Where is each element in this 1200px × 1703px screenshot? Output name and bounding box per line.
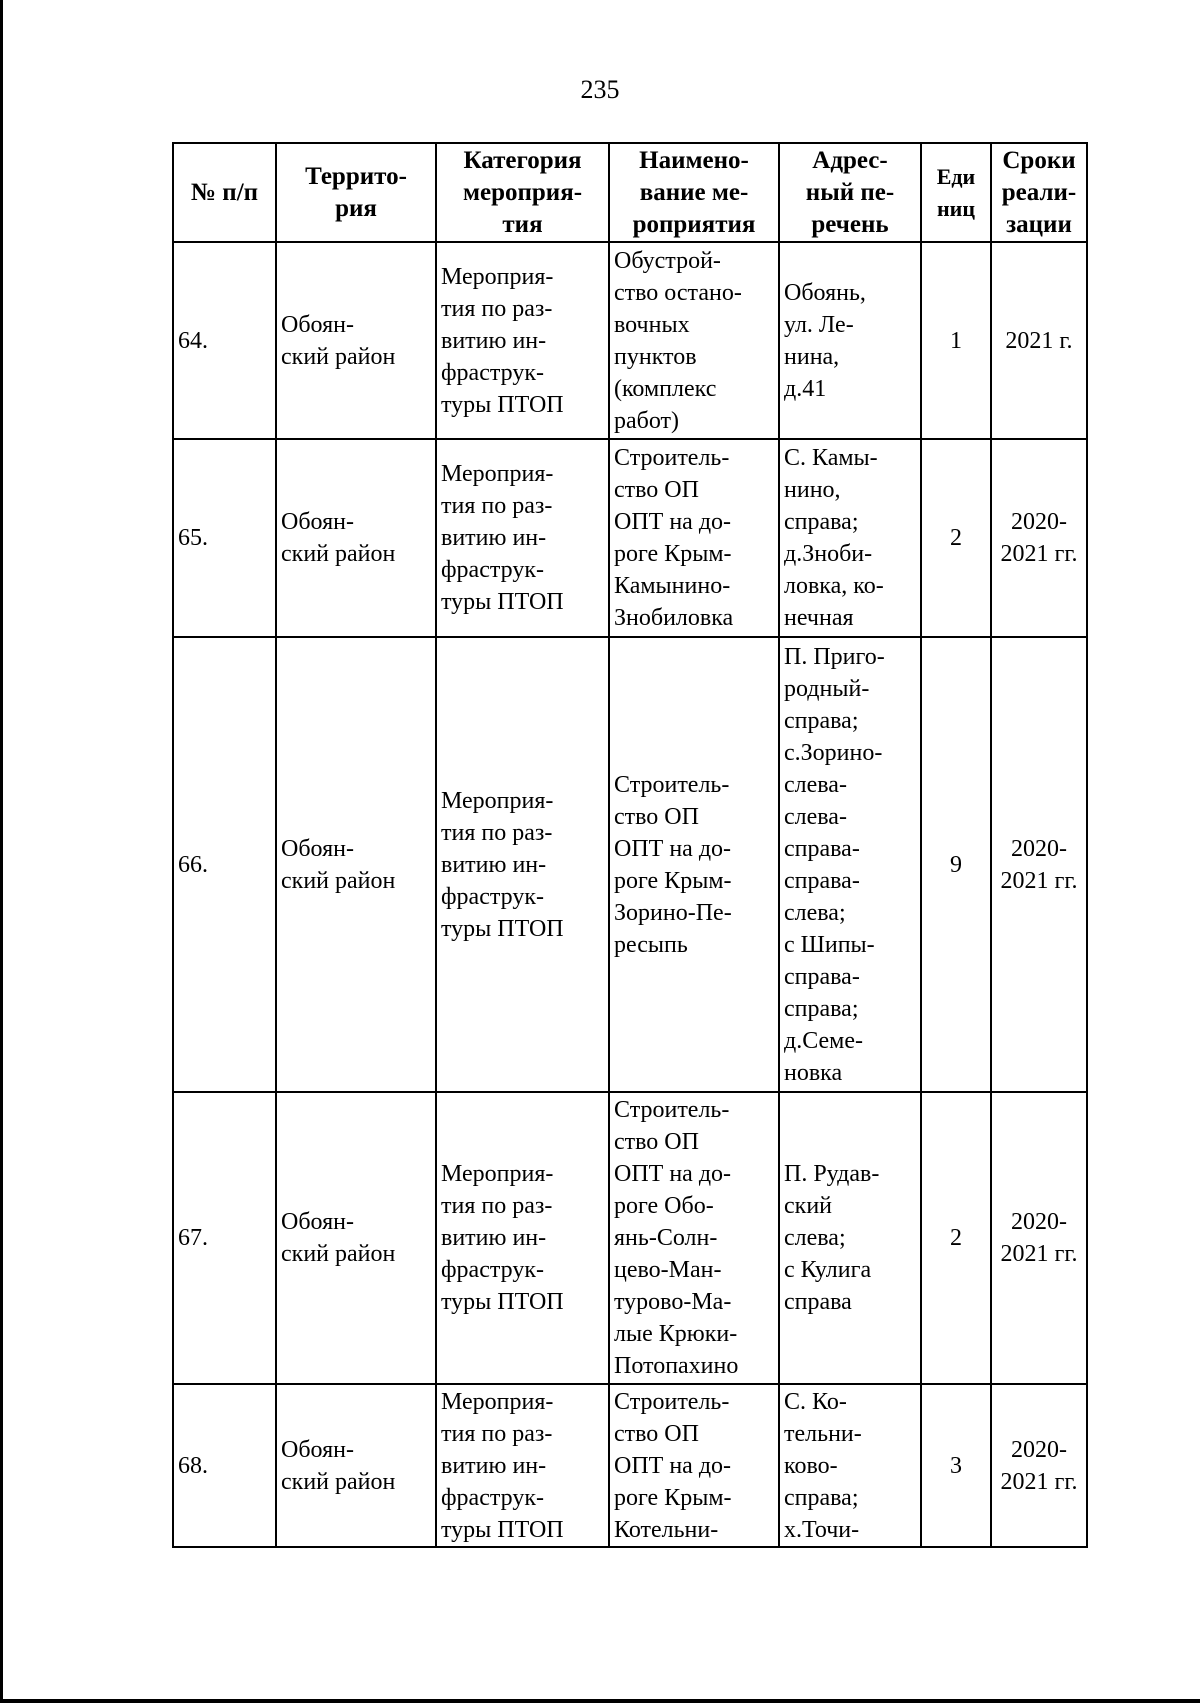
cell-territory: Обоян- ский район xyxy=(276,242,436,439)
scan-left-edge xyxy=(0,0,3,1703)
cell-category: Мероприя- тия по раз- витию ин- фраструк- туры ПТОП xyxy=(436,1384,609,1547)
cell-term: 2020- 2021 гг. xyxy=(991,1384,1087,1547)
cell-address: С. Ко- тельни- ково- справа; х.Точи- xyxy=(779,1384,921,1547)
header-units: Еди ниц xyxy=(921,143,991,242)
cell-territory: Обоян- ский район xyxy=(276,439,436,637)
header-name: Наимено- вание ме- роприятия xyxy=(609,143,779,242)
cell-number: 65. xyxy=(173,439,276,637)
cell-units: 3 xyxy=(921,1384,991,1547)
table-header-row xyxy=(173,143,1087,242)
cell-units: 2 xyxy=(921,439,991,637)
cell-term: 2021 г. xyxy=(991,242,1087,439)
header-category: Категория мероприя- тия xyxy=(436,143,609,242)
table-row xyxy=(173,637,1087,1092)
table-row xyxy=(173,1092,1087,1384)
cell-address: С. Камы- нино, справа; д.Зноби- ловка, ко- нечная xyxy=(779,439,921,637)
cell-number: 64. xyxy=(173,242,276,439)
header-term: Сроки реали- зации xyxy=(991,143,1087,242)
cell-territory: Обоян- ский район xyxy=(276,1384,436,1547)
table-row xyxy=(173,242,1087,439)
cell-address: П. Рудав- ский слева; с Кулига справа xyxy=(779,1092,921,1384)
cell-units: 1 xyxy=(921,242,991,439)
header-address: Адрес- ный пе- речень xyxy=(779,143,921,242)
page-number: 235 xyxy=(580,75,620,104)
cell-units: 9 xyxy=(921,637,991,1092)
cell-name: Строитель- ство ОП ОПТ на до- роге Крым- Зорино-Пе- ресыпь xyxy=(609,637,779,1092)
table-row xyxy=(173,1384,1087,1547)
cell-name: Строитель- ство ОП ОПТ на до- роге Крым- Камынино- Знобиловка xyxy=(609,439,779,637)
cell-category: Мероприя- тия по раз- витию ин- фраструк- туры ПТОП xyxy=(436,1092,609,1384)
cell-category: Мероприя- тия по раз- витию ин- фраструк- туры ПТОП xyxy=(436,637,609,1092)
table-row xyxy=(173,439,1087,637)
activities-table xyxy=(172,142,1088,1548)
cell-category: Мероприя- тия по раз- витию ин- фраструк- туры ПТОП xyxy=(436,242,609,439)
cell-units: 2 xyxy=(921,1092,991,1384)
cell-name: Строитель- ство ОП ОПТ на до- роге Обо- янь-Солн- цево-Ман- турово-Ма- лые Крюки- Потопахино xyxy=(609,1092,779,1384)
cell-term: 2020- 2021 гг. xyxy=(991,1092,1087,1384)
cell-number: 66. xyxy=(173,637,276,1092)
cell-number: 68. xyxy=(173,1384,276,1547)
cell-territory: Обоян- ский район xyxy=(276,637,436,1092)
header-territory: Террито- рия xyxy=(276,143,436,242)
cell-term: 2020- 2021 гг. xyxy=(991,439,1087,637)
cell-number: 67. xyxy=(173,1092,276,1384)
cell-address: П. Приго- родный- справа; с.Зорино- слева- слева- справа- справа- слева; с Шипы- справа- справа; д.Семе- новка xyxy=(779,637,921,1092)
header-number: № п/п xyxy=(173,143,276,242)
cell-address: Обоянь, ул. Ле- нина, д.41 xyxy=(779,242,921,439)
cell-category: Мероприя- тия по раз- витию ин- фраструк- туры ПТОП xyxy=(436,439,609,637)
cell-term: 2020- 2021 гг. xyxy=(991,637,1087,1092)
scan-bottom-edge xyxy=(0,1699,1200,1703)
cell-territory: Обоян- ский район xyxy=(276,1092,436,1384)
cell-name: Обустрой- ство остано- вочных пунктов (комплекс работ) xyxy=(609,242,779,439)
cell-name: Строитель- ство ОП ОПТ на до- роге Крым- Котельни- xyxy=(609,1384,779,1547)
